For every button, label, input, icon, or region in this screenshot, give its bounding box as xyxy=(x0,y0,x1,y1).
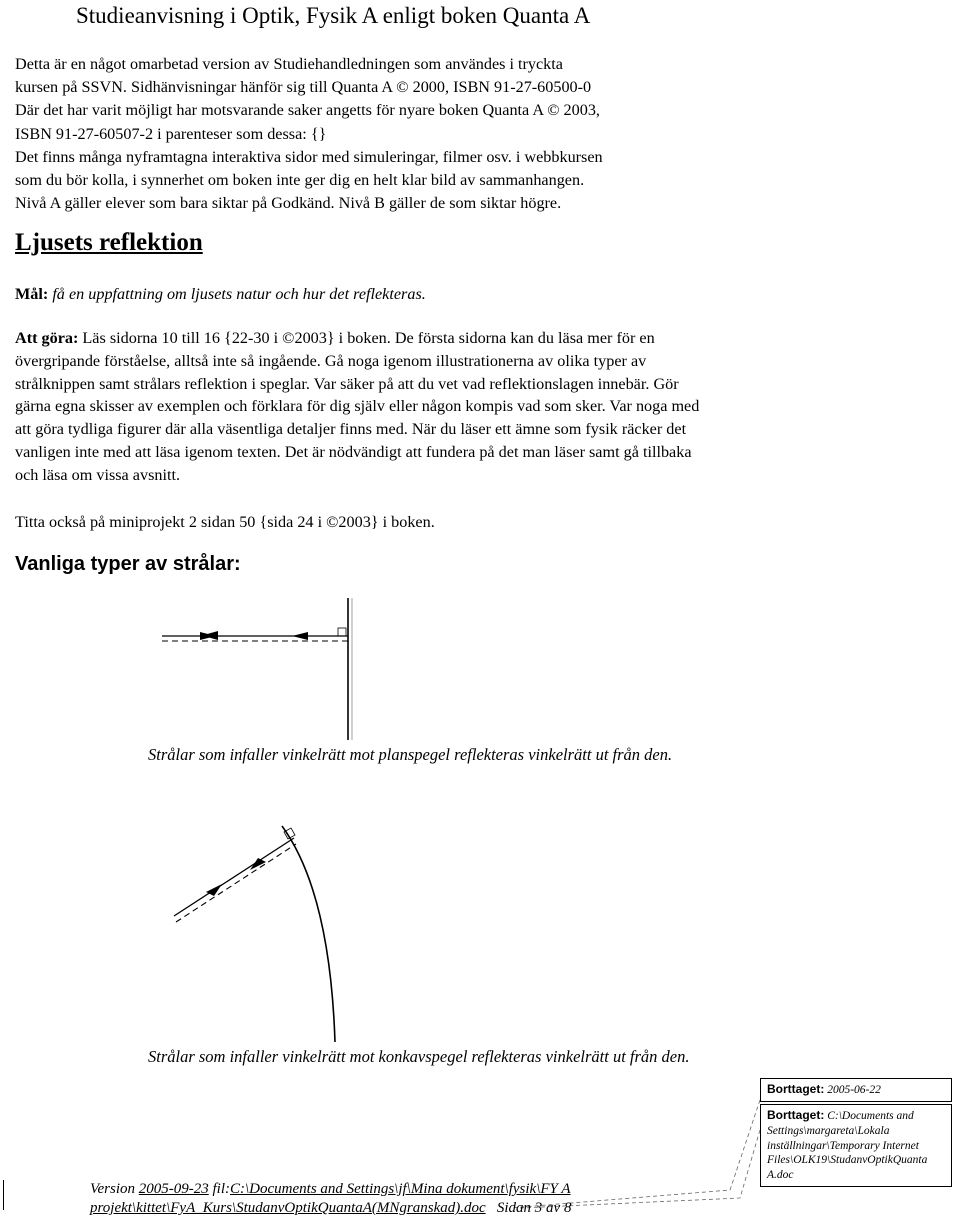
intro-line: ISBN 91-27-60507-2 i parenteser som dessa: {} xyxy=(15,124,327,143)
reflected-ray xyxy=(176,844,296,922)
page-footer xyxy=(90,1180,571,1218)
footer-file-path: projekt\kittet\FyA_Kurs\StudanvOptikQuantaA(MNgranskad).doc xyxy=(90,1200,486,1216)
concave-mirror-caption: Strålar som infaller vinkelrätt mot konkavspegel reflekteras vinkelrätt ut från den. xyxy=(148,1047,690,1066)
footer-file-label: fil: xyxy=(212,1181,230,1197)
incident-ray xyxy=(174,838,294,916)
intro-line: Detta är en något omarbetad version av Studiehandledningen som användes i tryckta xyxy=(15,55,563,73)
todo-text: Läs sidorna 10 till 16 {22-30 i ©2003} i boken. De första sidorna kan du läsa mer för en övergripande förståelse, alltså inte så ingående. Gå noga igenom illustrationerna av olika typer av strålknippen samt strålars reflektion i speglar. Var säker på att du vet vad reflektionslagen innebär. Gör gärna egna skisser av exemplen och förklara för dig själv eller någon kompis vad som sker. Var noga med att göra tydliga figurer där alla väsentliga detaljer finns med. När du läser ett ämne som fysik räcker det vanligen inte med att läsa igenom texten. Det är nödvändigt att fundera på det man läser samt gå tillbaka och läsa om vissa avsnitt. xyxy=(15,329,700,484)
change-bar xyxy=(3,1180,4,1210)
rays-heading: Vanliga typer av strålar: xyxy=(15,553,241,575)
comment-label: Borttaget: xyxy=(767,1108,825,1122)
ray-arrowhead xyxy=(250,858,266,870)
todo-label: Att göra: xyxy=(15,329,79,347)
footer-version-label: Version xyxy=(90,1181,135,1197)
intro-line: Det finns många nyframtagna interaktiva sidor med simuleringar, filmer osv. i webbkursen xyxy=(15,147,603,166)
comment-balloon[interactable] xyxy=(760,1078,952,1102)
plane-mirror-figure xyxy=(158,598,358,740)
concave-mirror-figure xyxy=(170,822,370,1044)
intro-line: Nivå A gäller elever som bara siktar på Godkänd. Nivå B gäller de som siktar högre. xyxy=(15,194,562,213)
footer-line-2 xyxy=(90,1199,571,1218)
footer-file-path: C:\Documents and Settings\jf\Mina dokument\fysik\FY A xyxy=(230,1181,571,1197)
page-header-title: Studieanvisning i Optik, Fysik A enligt boken Quanta A xyxy=(76,3,591,28)
goal-text: få en uppfattning om ljusets natur och hur det reflekteras. xyxy=(52,285,426,303)
intro-line: kursen på SSVN. Sidhänvisningar hänför sig till Quanta A © 2000, ISBN 91-27-60500-0 xyxy=(15,78,592,97)
ray-arrowhead xyxy=(292,632,308,640)
footer-version-date: 2005-09-23 xyxy=(138,1181,209,1197)
section-heading: Ljusets reflektion xyxy=(15,229,203,256)
intro-line: Där det har varit möjligt har motsvarande saker angetts för nyare boken Quanta A © 2003, xyxy=(15,101,600,120)
footer-page-number: Sidan 3 av 8 xyxy=(496,1200,572,1216)
right-angle-mark xyxy=(338,628,346,636)
comment-text: 2005-06-22 xyxy=(827,1084,881,1096)
extra-note: Titta också på miniprojekt 2 sidan 50 {sida 24 i ©2003} i boken. xyxy=(15,513,435,531)
plane-mirror-caption: Strålar som infaller vinkelrätt mot planspegel reflekteras vinkelrätt ut från den. xyxy=(148,745,673,764)
concave-mirror xyxy=(282,826,335,1042)
goal-label: Mål: xyxy=(15,285,49,303)
goal-line xyxy=(15,283,426,305)
comment-text: C:\Documents and Settings\margareta\Lokala inställningar\Temporary Internet Files\OLK19\StudanvOptikQuanta A.doc xyxy=(767,1110,928,1182)
todo-paragraph xyxy=(15,327,715,487)
intro-paragraph xyxy=(15,53,950,215)
comment-balloon[interactable] xyxy=(760,1104,952,1187)
footer-line-1 xyxy=(90,1180,571,1199)
comment-label: Borttaget: xyxy=(767,1082,825,1096)
intro-line: som du bör kolla, i synnerhet om boken inte ger dig en helt klar bild av sammanhangen. xyxy=(15,171,585,190)
